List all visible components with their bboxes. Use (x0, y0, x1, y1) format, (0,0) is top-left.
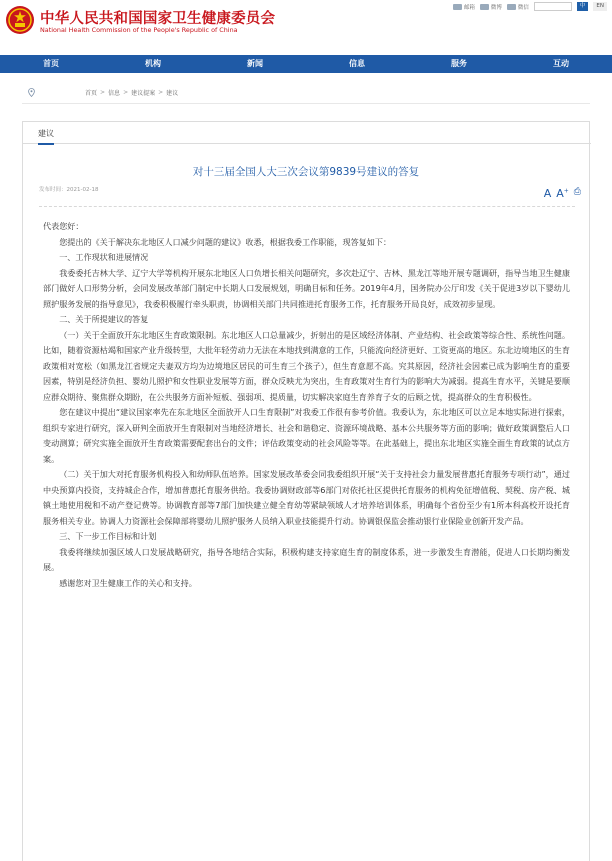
weibo-icon (480, 4, 489, 10)
site-subtitle-en: National Health Commission of the People's Republic of China (40, 26, 238, 34)
font-decrease-button[interactable]: A (543, 187, 552, 200)
paragraph: 我委委托吉林大学、辽宁大学等机构开展东北地区人口负增长相关问题研究，多次赴辽宁、吉林、黑龙江等地开展专题调研，指导当地卫生健康部门做好人口形势分析，会同发展改革部门制定中长期人口发展规划，明确目标和任务。2019年4月，国务院办公厅印发《关于促进3岁以下婴幼儿照护服务发展的指导意见》，我委积极履行牵头职责，协调相关部门共同推进托育服务工作，托育服务开局良好，成效初步显现。 (43, 267, 570, 309)
lang-en-button[interactable]: EN (593, 2, 607, 11)
site-header (0, 0, 612, 50)
mail-icon (453, 4, 462, 10)
search-input[interactable] (534, 2, 572, 11)
paragraph: 您提出的《关于解决东北地区人口减少问题的建议》收悉，根据我委工作职能，现答复如下： (59, 236, 392, 247)
top-links (453, 2, 607, 11)
print-icon[interactable]: ⎙ (573, 187, 581, 197)
top-link-label: 微博 (490, 4, 502, 11)
paragraph: 我委将继续加强区域人口发展战略研究，指导各地结合实际，积极构建支持家庭生育的制度体系，进一步激发生育潜能，促进人口长期均衡发展。 (43, 546, 570, 572)
document-body (43, 219, 570, 591)
paragraph: （一）关于全面放开东北地区生育政策限制。东北地区人口总量减少，折射出的是区域经济体制、产业结构、社会政策等综合性、系统性问题。比如，随着资源枯竭和国家产业升级转型，大批年轻劳动力无法在本地找到满意的工作，只能流向经济更好、工资更高的地区。东北边境地区的生育政策相对宽松（如黑龙江省规定夫妻双方均为边境地区居民的可生育三个孩子），但生育意愿不高。究其原因，经济社会因素已成为影响生育的重要因素，特别是经济负担、婴幼儿照护和女性职业发展等方面，群众反映尤为突出，生育政策对生育行为的影响大为减弱。提高生育水平，关键是要顺应群众期待、聚焦群众期盼，在公共服务方面补短板、强弱项、提质量，切实解决家庭生育养育子女的后顾之忧，提高群众的生育积极性。 (43, 329, 570, 402)
font-increase-label: A (556, 187, 564, 200)
location-pin-icon (28, 88, 35, 97)
font-size-controls (544, 187, 581, 200)
publish-date: 发布时间：2021-02-18 (39, 187, 99, 193)
section-heading: 三、下一步工作目标和计划 (59, 531, 157, 541)
site-title[interactable]: 中华人民共和国国家卫生健康委员会 (40, 11, 276, 27)
top-link-label: 邮箱 (463, 4, 475, 11)
nav-item-information[interactable]: 信息 (349, 59, 365, 68)
nav-item-services[interactable]: 服务 (451, 59, 467, 68)
section-tab-suggestion[interactable]: 建议 (38, 128, 54, 145)
lang-zh-button[interactable]: 中 (577, 2, 589, 11)
document-title: 对十三届全国人大三次会议第9839号建议的答复 (192, 166, 420, 178)
top-link-mail[interactable] (453, 3, 475, 11)
content-panel (22, 121, 590, 861)
section-heading: 二、关于所提建议的答复 (59, 314, 149, 324)
national-emblem-icon[interactable] (5, 5, 35, 35)
nav-item-organization[interactable]: 机构 (145, 59, 161, 68)
breadcrumb-separator: > (123, 89, 129, 96)
breadcrumb-separator: > (158, 89, 164, 96)
breadcrumb-home[interactable]: 首页 (85, 90, 98, 97)
nav-item-home[interactable]: 首页 (43, 59, 59, 68)
closing: 感谢您对卫生健康工作的关心和支持。 (59, 577, 197, 588)
top-link-weibo[interactable] (480, 3, 502, 11)
breadcrumb-information[interactable]: 信息 (108, 90, 121, 97)
main-nav (0, 55, 612, 73)
paragraph: （二）关于加大对托育服务机构投入和幼师队伍培养。国家发展改革委会同我委组织开展“关于支持社会力量发展普惠托育服务专项行动”，通过中央预算内投资，支持城企合作，增加普惠托育服务供给。我委协调财政部等6部门对依托社区提供托育服务的机构免征增值税、契税、房产税、城镇土地使用税和不动产登记费等。协调教育部等7部门加快建立健全育幼等紧缺领域人才培养培训体系，明确每个省份至少有1所本科高校开设托育服务相关专业。协调人力资源社会保障部将婴幼儿照护服务人员纳入职业技能提升行动。协调银保监会推动银行业保险业创新开发产品。 (43, 469, 570, 526)
breadcrumb-current[interactable]: 建议 (166, 90, 179, 97)
top-link-label: 微信 (517, 4, 529, 11)
breadcrumb (22, 82, 590, 104)
salutation: 代表您好： (43, 221, 84, 231)
font-increase-button[interactable]: A+ (556, 187, 569, 200)
nav-item-news[interactable]: 新闻 (247, 59, 263, 68)
section-heading: 一、工作现状和进展情况 (59, 252, 149, 262)
paragraph: 您在建议中提出“建议国家率先在东北地区全面放开人口生育限制”对我委工作很有参考价值。我委认为，东北地区可以立足本地实际进行探索，组织专家进行研究，深入研判全面放开生育限制对当地经济增长、社会和谐稳定、资源环境战略、基本公共服务等方面的影响；做好政策调整后人口变动测算；研究实施全面放开生育政策需要配套出台的文件；评估政策变动的社会风险等等。在此基础上，提出东北地区实施全面生育政策的试点方案。 (43, 407, 570, 464)
top-link-wechat[interactable] (507, 3, 529, 11)
breadcrumb-separator: > (100, 89, 106, 96)
wechat-icon (507, 4, 516, 10)
section-tab-bar (23, 122, 591, 144)
title-divider (39, 206, 575, 207)
nav-item-interaction[interactable]: 互动 (553, 59, 569, 68)
breadcrumb-proposals[interactable]: 建议提案 (131, 90, 156, 97)
